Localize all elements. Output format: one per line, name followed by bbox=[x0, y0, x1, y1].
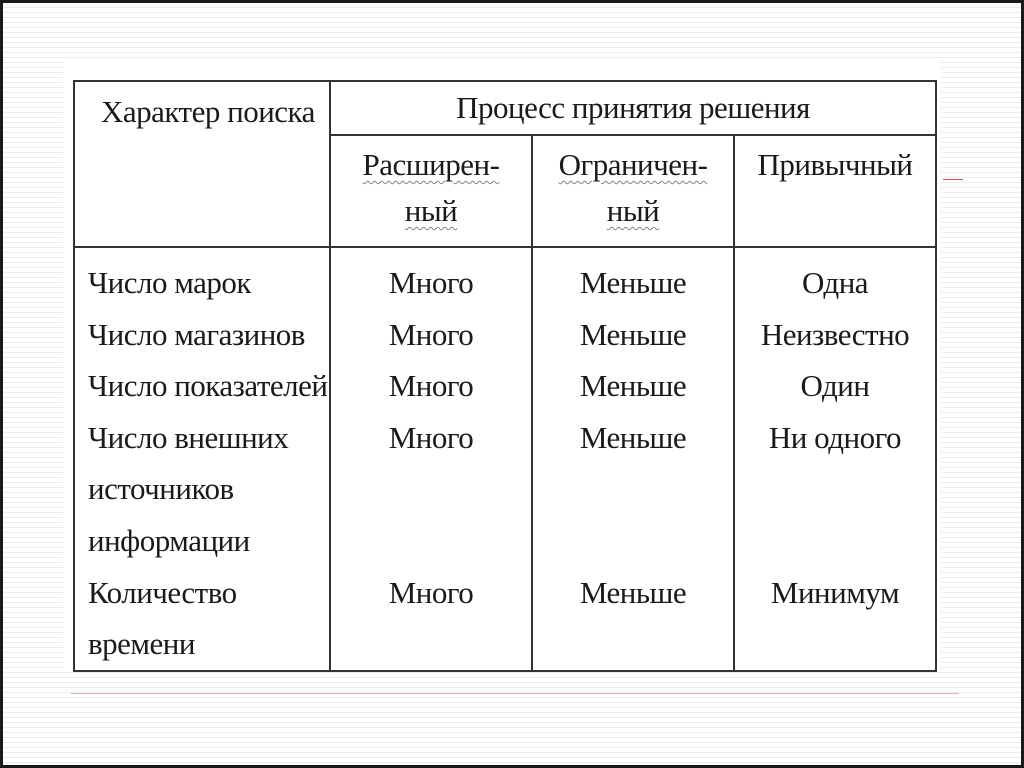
value-extended-brands: Много bbox=[388, 265, 474, 300]
value-habitual-attributes: Один bbox=[800, 368, 870, 404]
header-extended bbox=[330, 135, 532, 247]
spacer bbox=[331, 463, 531, 515]
row-label-external-sources-1: Число внешних bbox=[88, 419, 289, 455]
spacer bbox=[533, 463, 733, 515]
value-limited-stores: Меньше bbox=[579, 316, 687, 352]
spacer bbox=[735, 463, 935, 515]
value-habitual-external-sources: Ни одного bbox=[768, 419, 902, 455]
header-search-type: Характер поиска bbox=[74, 81, 330, 247]
spacer bbox=[533, 515, 733, 567]
header-limited bbox=[532, 135, 734, 247]
search-table bbox=[73, 80, 937, 672]
value-limited-brands: Меньше bbox=[579, 265, 687, 300]
header-extended-line2: ный bbox=[404, 193, 458, 228]
value-extended-stores: Много bbox=[388, 316, 474, 352]
value-habitual-time: Минимум bbox=[770, 574, 900, 610]
value-habitual-stores: Неизвестно bbox=[760, 316, 910, 352]
header-habitual bbox=[734, 135, 936, 247]
row-labels-column bbox=[74, 247, 330, 671]
value-habitual-brands: Одна bbox=[801, 265, 869, 300]
extended-values-column bbox=[330, 247, 532, 671]
header-limited-line2: ный bbox=[606, 193, 660, 228]
row-label-time-2: времени bbox=[88, 626, 195, 662]
decorative-line-bottom bbox=[71, 693, 959, 694]
value-limited-attributes: Меньше bbox=[579, 368, 687, 404]
value-extended-external-sources: Много bbox=[388, 419, 474, 455]
spacer bbox=[331, 515, 531, 567]
header-extended-line1: Расширен- bbox=[362, 147, 500, 182]
value-extended-attributes: Много bbox=[388, 368, 474, 404]
row-label-time-1: Количество bbox=[88, 574, 237, 610]
row-label-external-sources-3: информации bbox=[88, 522, 250, 558]
header-decision-process: Процесс принятия решения bbox=[330, 81, 936, 135]
value-extended-time: Много bbox=[388, 574, 474, 610]
row-label-external-sources-2: источников bbox=[88, 471, 234, 507]
decorative-line-right bbox=[943, 179, 963, 180]
value-limited-external-sources: Меньше bbox=[579, 419, 687, 455]
row-label-brands: Число марок bbox=[88, 265, 251, 300]
header-habitual-line1: Привычный bbox=[757, 147, 913, 182]
header-limited-line1: Ограничен- bbox=[558, 147, 708, 182]
spacer bbox=[735, 515, 935, 567]
value-limited-time: Меньше bbox=[579, 574, 687, 610]
row-label-attributes: Число показателей bbox=[88, 368, 328, 404]
row-label-stores: Число магазинов bbox=[88, 316, 305, 352]
limited-values-column bbox=[532, 247, 734, 671]
habitual-values-column bbox=[734, 247, 936, 671]
